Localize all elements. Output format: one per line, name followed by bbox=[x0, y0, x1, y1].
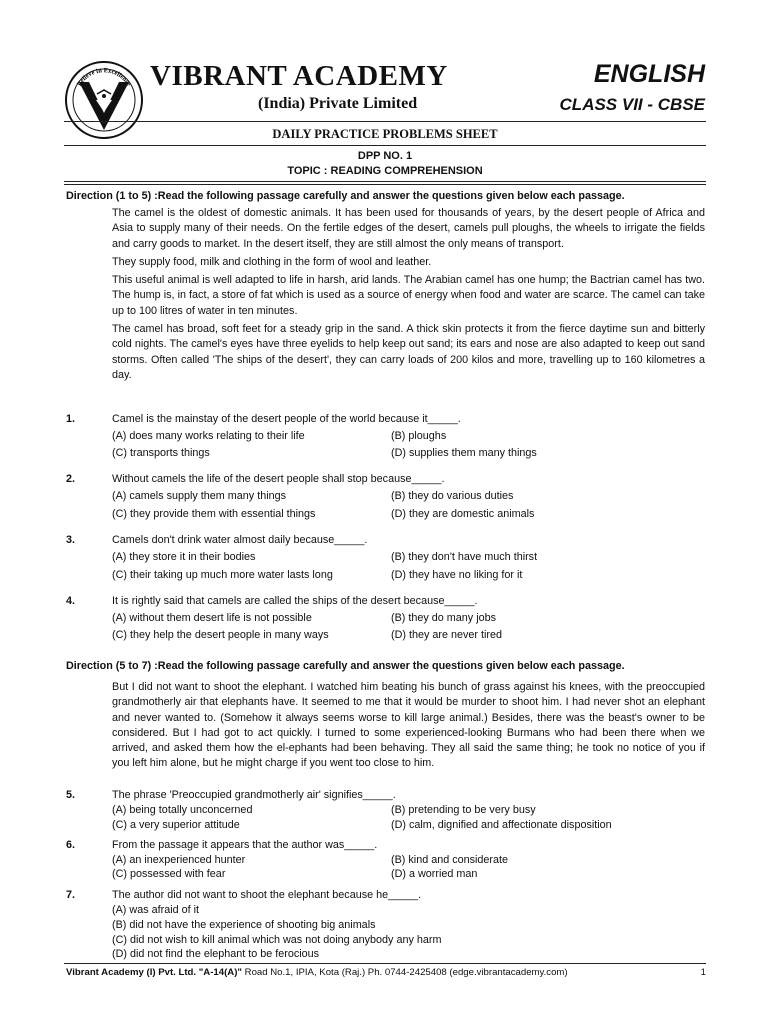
option-c: (C) did not wish to kill animal which was not doing anybody any harm bbox=[112, 934, 442, 946]
option-d: (D) calm, dignified and affectionate disposition bbox=[391, 819, 612, 831]
option-b: (B) kind and considerate bbox=[391, 854, 509, 866]
header-divider bbox=[64, 121, 706, 122]
logo-motto: Believe in Excellence bbox=[75, 67, 133, 88]
question-number: 4. bbox=[66, 595, 76, 607]
option-d: (D) a worried man bbox=[391, 868, 478, 880]
option-b: (B) they do various duties bbox=[391, 490, 514, 502]
option-d: (D) they have no liking for it bbox=[391, 569, 523, 581]
option-a: (A) does many works relating to their life bbox=[112, 430, 305, 442]
class-label: CLASS VII - CBSE bbox=[559, 95, 705, 114]
question-number: 7. bbox=[66, 889, 76, 901]
question-text: Without camels the life of the desert people shall stop because_____. bbox=[112, 473, 445, 485]
option-c: (C) a very superior attitude bbox=[112, 819, 240, 831]
passage-paragraph: They supply food, milk and clothing in the form of wool and leather. bbox=[112, 255, 432, 268]
option-d: (D) they are never tired bbox=[391, 629, 503, 641]
question-number: 5. bbox=[66, 789, 76, 801]
page-number: 1 bbox=[700, 967, 706, 978]
title-divider bbox=[64, 145, 706, 146]
option-a: (A) was afraid of it bbox=[112, 904, 200, 916]
question-text: Camels don't drink water almost daily because_____. bbox=[112, 534, 368, 546]
direction-2: Direction (5 to 7) :Read the following passage carefully and answer the questions given below each passage. bbox=[66, 660, 625, 672]
option-b: (B) ploughs bbox=[391, 430, 447, 442]
passage-paragraph: The camel is the oldest of domestic animals. It has been used for thousands of years, by the desert people of Africa and Asia to supply many of their needs. On the fertile edges of the desert, camels pull ploughs, the wheels to irrigate the fields and carry goods to market. In the desert itself, they are still almost the only means of transport. bbox=[112, 207, 705, 250]
option-c: (C) they help the desert people in many ways bbox=[112, 629, 329, 641]
option-b: (B) pretending to be very busy bbox=[391, 804, 536, 816]
footer-address-number: "A-14(A)" bbox=[198, 967, 242, 978]
option-d: (D) they are domestic animals bbox=[391, 508, 535, 520]
dpp-number: DPP NO. 1 bbox=[357, 150, 413, 162]
question-text: From the passage it appears that the author was_____. bbox=[112, 839, 378, 851]
option-d: (D) did not find the elephant to be ferocious bbox=[112, 948, 320, 960]
question-text: Camel is the mainstay of the desert people of the world because it_____. bbox=[112, 413, 461, 425]
passage-elephant bbox=[112, 680, 705, 775]
passage-paragraph: But I did not want to shoot the elephant. I watched him beating his bunch of grass against his knees, with the preoccupied grandmotherly air that elephants have. It seemed to me that it would be murder to shoot him. I had never shot an elephant and never wanted to. (Somehow it always seems worse to kill large animal.) Besides, there was the beast's owner to be considered. But I had got to act quickly. I turned to some experienced-looking Burmans who had been there when we arrived, and asked them how the el-ephants had been behaving. They all said the same thing; he took no notice of you if you left him alone, but he might charge if you went too close to him. bbox=[112, 681, 705, 770]
question-text: The author did not want to shoot the elephant because he_____. bbox=[112, 889, 422, 901]
brand-subtitle: (India) Private Limited bbox=[258, 95, 418, 112]
passage-paragraph: The camel has broad, soft feet for a steady grip in the sand. A thick skin protects it from the fierce daytime sun and bitterly cold nights. The camel's eyes have three eyelids to help keep out sand; its ears and nose are also adapted to keep out sand storms. Often called 'The ships of the desert', they can carry loads of 200 kilos and more, travelling up to 160 kilometres a day. bbox=[112, 323, 705, 381]
direction-1: Direction (1 to 5) :Read the following passage carefully and answer the questions given below each passage. bbox=[66, 190, 625, 202]
question-number: 2. bbox=[66, 473, 76, 485]
question-text: The phrase 'Preoccupied grandmotherly air' signifies_____. bbox=[112, 789, 396, 801]
option-c: (C) they provide them with essential things bbox=[112, 508, 316, 520]
option-b: (B) they do many jobs bbox=[391, 612, 497, 624]
option-a: (A) without them desert life is not possible bbox=[112, 612, 312, 624]
question-number: 3. bbox=[66, 534, 76, 546]
footer-text bbox=[66, 967, 568, 978]
option-d: (D) supplies them many things bbox=[391, 447, 537, 459]
footer-company: Vibrant Academy (I) Pvt. Ltd. bbox=[66, 967, 197, 978]
option-a: (A) an inexperienced hunter bbox=[112, 854, 246, 866]
brand-name: VIBRANT ACADEMY bbox=[150, 60, 448, 92]
passage-paragraph: This useful animal is well adapted to life in harsh, arid lands. The Arabian camel has one hump; the Bactrian camel has two. The hump is, in fact, a store of fat which is used as a source of energy when food and water are scarce. The camel can take up to 100 litres of water in ten minutes. bbox=[112, 274, 705, 317]
option-a: (A) being totally unconcerned bbox=[112, 804, 253, 816]
topic-title: TOPIC : READING COMPREHENSION bbox=[287, 165, 483, 177]
question-number: 1. bbox=[66, 413, 76, 425]
question-number: 6. bbox=[66, 839, 76, 851]
question-text: It is rightly said that camels are called the ships of the desert because_____. bbox=[112, 595, 478, 607]
footer-divider bbox=[64, 963, 706, 964]
option-c: (C) possessed with fear bbox=[112, 868, 226, 880]
sheet-title: DAILY PRACTICE PROBLEMS SHEET bbox=[272, 127, 498, 141]
option-a: (A) they store it in their bodies bbox=[112, 551, 256, 563]
passage-camel bbox=[112, 206, 705, 386]
subject-title: ENGLISH bbox=[593, 60, 705, 88]
option-b: (B) did not have the experience of shooting big animals bbox=[112, 919, 376, 931]
option-c: (C) transports things bbox=[112, 447, 210, 459]
option-b: (B) they don't have much thirst bbox=[391, 551, 538, 563]
footer-address: Road No.1, IPIA, Kota (Raj.) Ph. 0744-2425408 (edge.vibrantacademy.com) bbox=[241, 967, 568, 978]
topic-divider bbox=[64, 181, 706, 185]
option-c: (C) their taking up much more water lasts long bbox=[112, 569, 333, 581]
option-a: (A) camels supply them many things bbox=[112, 490, 287, 502]
